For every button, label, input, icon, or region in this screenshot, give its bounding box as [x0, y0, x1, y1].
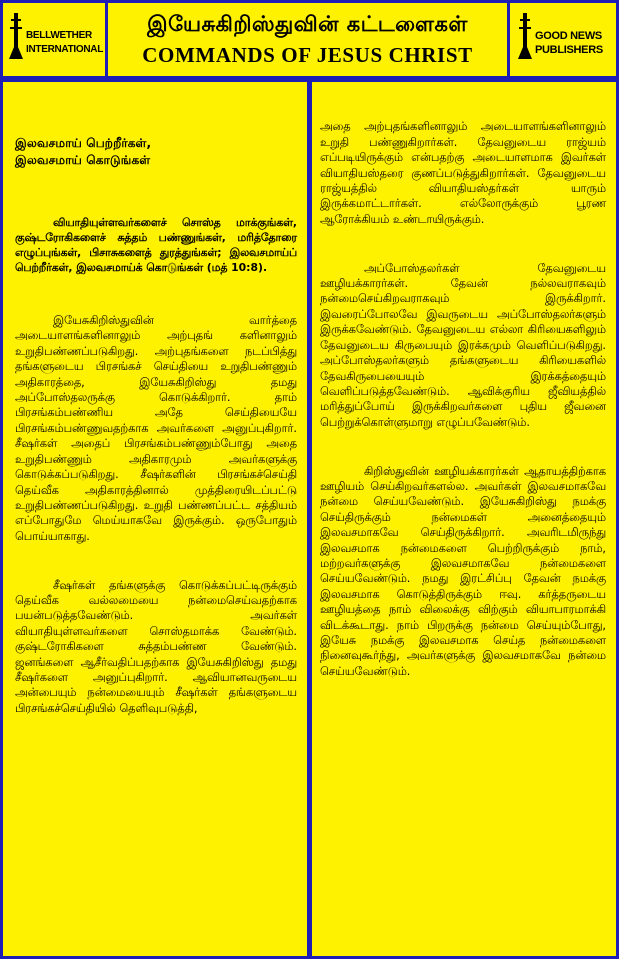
right-logo-text: GOOD NEWS PUBLISHERS [535, 30, 603, 56]
bellwether-logo [9, 13, 103, 59]
left-column-content [15, 120, 297, 732]
paragraph: கிறிஸ்துவின் ஊழியக்காரர்கள் ஆதாயத்திற்காக ஊழியம் செய்கிறவர்களல்ல. அவர்கள் இலவசமாகவே நன்மை செய்யவேண்டும். இயேசுகிறிஸ்து நமக்கு செய்திருக்கும் நன்மைகள் அனைத்தையும் இலவசமாகவே செய்திருக்கிறார். அவரிடமிருந்து இலவசமாக நன்மைகளை பெற்றிருக்கும் நாம், மற்றவர்களுக்கு இலவசமாகவே நன்மைகளை செய்யவேண்டும். நமது இரட்சிப்பு தேவன் நமக்கு இலவசமாக கொடுத்திருக்கும் ஈவு. கர்த்தருடைய ஊழியத்தை நாம் விலைக்கு விற்கும் வியாபாரமாக்கி விடக்கூடாது. நாம் பிறருக்கு நன்மை செய்யும்போது, இயேசு நமக்கு இலவசமாக செய்த நன்மைகளை நினைவுகூர்ந்து, அவர்களுக்கு இலவசமாகவே நன்மை செய்யவேண்டும். [320, 464, 606, 678]
good-news-logo [518, 13, 603, 59]
title-panel [108, 3, 507, 76]
right-column [312, 82, 616, 956]
title-english: COMMANDS OF JESUS CHRIST [142, 42, 473, 67]
paragraph: அதை அற்புதங்களினாலும் அடையாளங்களினாலும் உறுதி பண்ணுகிறார்கள். தேவனுடைய ராஜ்யம் எப்படியிருக்கும் என்பதற்கு அடையாளமாக இவர்கள் வியாதியஸ்தரை குணப்படுத்துகிறார்கள். தேவனுடைய ராஜ்யத்தில் வியாதியஸ்தர்கள் யாரும் இருக்கமாட்டார்கள். எல்லோருக்கும் பூரண ஆரோக்கியம் உண்டாயிருக்கும். [320, 120, 606, 226]
left-logo-text: BELLWETHER INTERNATIONAL [26, 30, 104, 55]
right-logo-panel [510, 3, 616, 76]
paragraph: அப்போஸ்தலர்கள் தேவனுடைய ஊழியக்காரர்கள். தேவன் நல்லவராகவும் நன்மைசெய்கிறவராகவும் இருக்கிறார். இவரைப்போலவே இவருடைய அப்போஸ்தலர்களும் இருக்கவேண்டும். தேவனுடைய எல்லா கிரியைகளிலும் தேவனுடைய கிருபையும் இரக்கமும் வெளிப்படுகிறது. அப்போஸ்தலர்களும் தங்களுடைய கிரியைகளில் தேவகிருபையையும் இரக்கத்தையும் வெளிப்படுத்தவேண்டும். ஆவிக்குரிய ஜீவியத்தில் மரித்துப்போய் இருக்கிறவர்களை புதிய ஜீவனை பெற்றுக்கொள்ளுமாறு எழுப்பவேண்டும். [320, 261, 606, 429]
good-news-logo-icon [518, 13, 532, 59]
bellwether-logo-icon [9, 13, 23, 59]
left-logo-panel [3, 3, 105, 76]
paragraph: சீஷர்கள் தங்களுக்கு கொடுக்கப்பட்டிருக்கும் தெய்வீக வல்லமையை நன்மைசெய்வதற்காக பயன்படுத்தவேண்டும். அவர்கள் வியாதியுள்ளவர்களை சொஸ்தமாக்க வேண்டும். குஷ்டரோகிகளை சுத்தம்பண்ண வேண்டும். ஜனங்களை ஆசீர்வதிப்பதற்காக இயேசுகிறிஸ்து தமது சீஷர்களை அனுப்புகிறார். ஆவியானவருடைய அன்பையும் நன்மையையும் சீஷர்கள் தங்களுடைய பிரசங்கச்செய்தியில் தெளிவுபடுத்தி, [15, 578, 297, 715]
right-column-content [320, 104, 606, 695]
paragraph: இயேசுகிறிஸ்துவின் வார்த்தை அடையாளங்களினாலும் அற்புதங் களினாலும் உறுதிபண்ணப்படுகிறது. அற்புதங்களை நடப்பித்து தங்களுடைய பிரசங்கச் செய்தியை உறுதிபண்ணும் அதிகாரத்தை, இயேசுகிறிஸ்து தமது அப்போஸ்தலருக்கு கொடுக்கிறார். தாம் பிரசங்கம்பண்ணிய அதே செய்தியையே பிரசங்கம்பண்ணுவதற்காக அவர்களை அனுப்புகிறார். சீஷர்கள் அதைப் பிரசங்கம்பண்ணும்போது அதை உறுதிபண்ணும் அதிகாரமும் அவர்களுக்கு கொடுக்கப்படுகிறது. சீஷர்களின் பிரசங்கச்செய்தி தெய்வீக அதிகாரத்தினால் முத்திரையிடப்பட்டு உறுதிபண்ணப்படுகிறது. உறுதி பண்ணப்பட்ட சத்தியம் எப்போதுமே மெய்யாகவே இருக்கும். ஒருபோதும் பொய்யாகாது. [15, 314, 297, 543]
section-heading: இலவசமாய் பெற்றீர்கள், இலவசமாய் கொடுங்கள் [15, 136, 152, 168]
header [3, 3, 616, 76]
left-column [3, 82, 307, 956]
title-tamil: இயேசுகிறிஸ்துவின் கட்டளைகள் [147, 11, 468, 36]
scripture-verse: வியாதியுள்ளவர்களைச் சொஸ்த மாக்குங்கள், குஷ்டரோகிகளைச் சுத்தம் பண்ணுங்கள், மரித்தோரை எழுப்புங்கள், பிசாசுகளைத் துரத்துங்கள்; இலவசமாய்ப் பெற்றீர்கள், இலவசமாய்க் கொடுங்கள் (மத் 10:8). [15, 215, 297, 275]
